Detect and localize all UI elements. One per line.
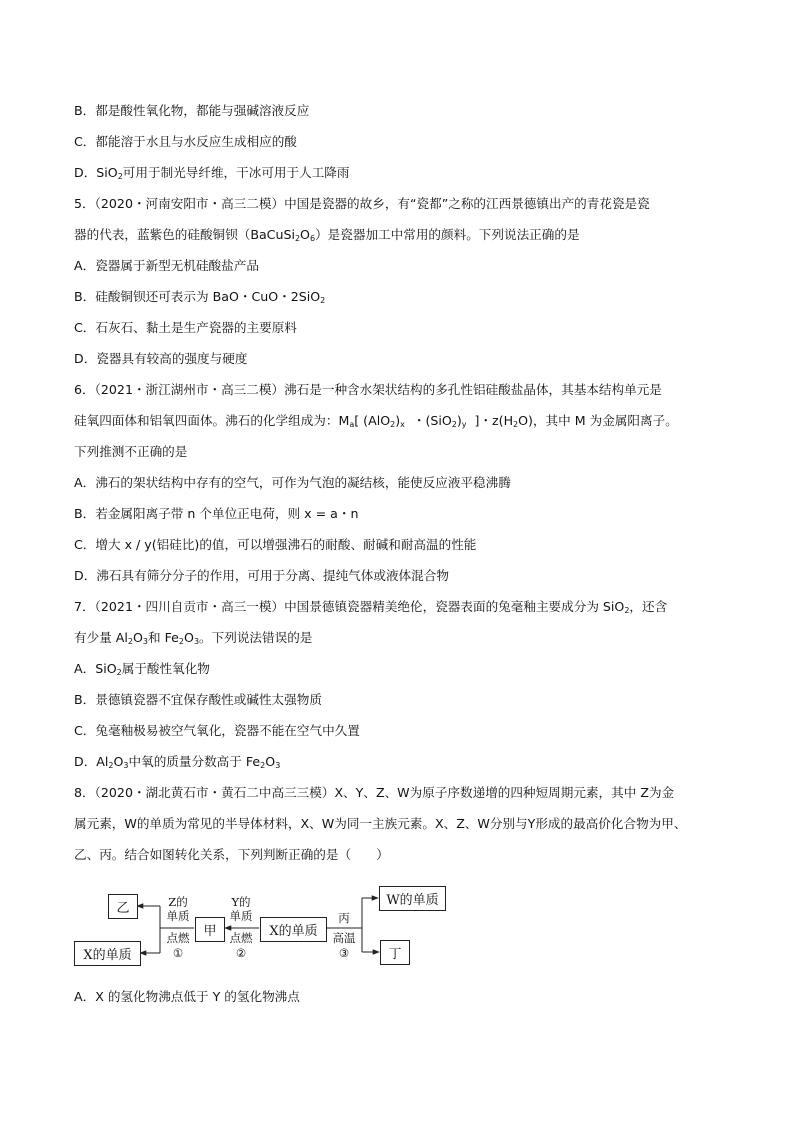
- box-jia: 甲: [195, 917, 225, 942]
- label-bing: 丙: [338, 911, 350, 925]
- label-step-1: ①: [172, 946, 184, 960]
- label-z-single: 单质: [166, 909, 190, 923]
- label-y-single: 单质: [229, 909, 253, 923]
- q6-stem-line1: 6．（2021・浙江湖州市・高三二模）沸石是一种含水架状结构的多孔性铝硅酸盐晶体，其基本结构单元是: [74, 382, 662, 397]
- q7-option-c: C．兔毫釉极易被空气氧化，瓷器不能在空气中久置: [74, 723, 360, 738]
- q7-option-a: A．SiO$_2$属于酸性氧化物: [74, 661, 210, 677]
- q8-stem-line2: 属元素，W的单质为常见的半导体材料，X、W为同一主族元素。X、Z、W分别与Y形成的最高价化合物为甲、: [74, 816, 687, 831]
- q6-option-b: B．若金属阳离子带 n 个单位正电荷，则 x = a・n: [74, 506, 359, 521]
- q5-stem-line1: 5．（2020・河南安阳市・高三二模）中国是瓷器的故乡，有“瓷都”之称的江西景德镇出产的青花瓷是瓷: [74, 196, 650, 211]
- label-high-temp: 高温: [332, 931, 356, 945]
- q6-option-c: C．增大 x / y(铝硅比)的值，可以增强沸石的耐酸、耐碱和耐高温的性能: [74, 537, 477, 552]
- q7-stem-line1: 7．（2021・四川自贡市・高三一模）中国景德镇瓷器精美绝伦，瓷器表面的兔毫釉主要成分为 SiO$_2$，还含: [74, 599, 668, 615]
- label-step-2: ②: [235, 946, 247, 960]
- box-x-single-left: X的单质: [74, 941, 141, 966]
- q8-option-a: A．X 的氢化物沸点低于 Y 的氢化物沸点: [74, 989, 300, 1004]
- q8-stem-line1: 8．（2020・湖北黄石市・黄石二中高三三模）X、Y、Z、W为原子序数递增的四种短周期元素，其中 Z为金: [74, 785, 675, 800]
- box-yi: 乙: [108, 894, 138, 919]
- q5-option-c: C．石灰石、黏土是生产瓷器的主要原料: [74, 320, 297, 335]
- q7-option-b: B．景德镇瓷器不宜保存酸性或碱性太强物质: [74, 692, 322, 707]
- box-x-single-mid: X的单质: [260, 917, 327, 942]
- q4-option-d: D．SiO$_2$可用于制光导纤维，干冰可用于人工降雨: [74, 165, 350, 181]
- label-y-condition: 点燃: [229, 931, 253, 945]
- q4-option-c: C．都能溶于水且与水反应生成相应的酸: [74, 134, 297, 149]
- q8-stem-line3: 乙、丙。结合如图转化关系，下列判断正确的是（ ）: [74, 847, 389, 862]
- q6-option-d: D．沸石具有筛分分子的作用，可用于分离、提纯气体或液体混合物: [74, 568, 449, 583]
- q5-option-a: A．瓷器属于新型无机硅酸盐产品: [74, 258, 259, 273]
- label-z-condition: 点燃: [166, 931, 190, 945]
- label-y-element: Y的: [231, 895, 251, 909]
- q6-stem-line2: 硅氧四面体和铝氧四面体。沸石的化学组成为：$M_a$[ $(AlO_2)_x$ ・$(SiO_2)_y$ ]・$z(H_2O)$，其中 M 为金属阳离子。: [74, 413, 678, 429]
- box-ding: 丁: [380, 940, 410, 965]
- q7-option-d: D．$Al_2O_3$中氧的质量分数高于 $Fe_2O_3$: [74, 754, 281, 770]
- q7-stem-line2: 有少量 $Al_2O_3$和 $Fe_2O_3$。下列说法错误的是: [74, 630, 313, 646]
- label-z-element: Z的: [168, 895, 188, 909]
- q5-stem-line2: 器的代表，蓝紫色的硅酸铜钡$(BaCuSi_2O_6)$是瓷器加工中常用的颜料。下列说法正确的是: [74, 227, 580, 243]
- q5-option-d: D．瓷器具有较高的强度与硬度: [74, 351, 248, 366]
- label-step-3: ③: [338, 946, 350, 960]
- q6-option-a: A．沸石的架状结构中存有的空气，可作为气泡的凝结核，能使反应液平稳沸腾: [74, 475, 511, 490]
- box-w-single: W的单质: [379, 886, 446, 911]
- q5-option-b: B．硅酸铜钡还可表示为 BaO・CuO・2SiO$_2$: [74, 289, 326, 305]
- q6-stem-line3: 下列推测不正确的是: [74, 444, 188, 459]
- q4-option-b: B．都是酸性氧化物，都能与强碱溶液反应: [74, 103, 310, 118]
